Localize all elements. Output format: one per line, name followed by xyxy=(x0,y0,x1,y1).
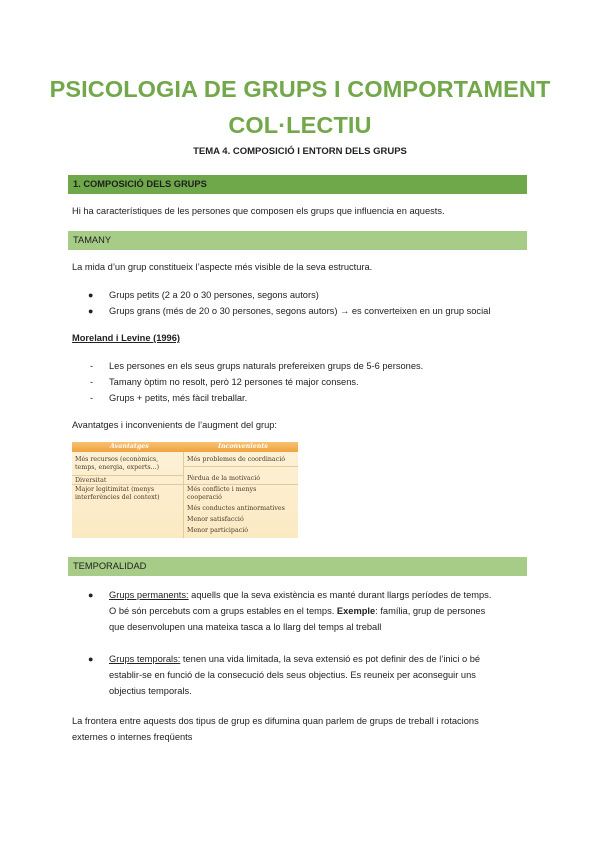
bullet-text: aquells que la seva existència es manté durant llargs períodes de temps. xyxy=(188,590,492,600)
dash-marker: - xyxy=(90,361,94,371)
table-header-right: Inconvenients xyxy=(218,443,268,450)
document-title-line1: PSICOLOGIA DE GRUPS I COMPORTAMENT xyxy=(49,76,551,102)
table-divider xyxy=(184,466,298,467)
closing-paragraph-line1: La frontera entre aquests dos tipus de grup es difumina quan parlem de grups de treball i rotacions xyxy=(72,716,479,726)
table-cell: cooperació xyxy=(187,494,222,501)
tamany-intro: La mida d’un grup constitueix l’aspecte més visible de la seva estructura. xyxy=(72,262,373,272)
bullet-text: : família, grup de persones xyxy=(375,606,486,616)
subsection-heading-tamany: TAMANY xyxy=(68,231,527,250)
bullet-item-temporals xyxy=(109,651,527,667)
bullet-item: Grups grans (més de 20 o 30 persones, segons autors) → es converteixen en un grup social xyxy=(109,306,491,316)
table-header xyxy=(72,442,298,452)
table-intro: Avantatges i inconvenients de l’augment del grup: xyxy=(72,420,278,430)
dash-marker: - xyxy=(90,393,94,403)
table-divider xyxy=(184,484,298,485)
document-subtitle: TEMA 4. COMPOSICIÓ I ENTORN DELS GRUPS xyxy=(193,146,407,157)
table-cell: Més recursos (econòmics, xyxy=(75,456,159,463)
bullet-text: O bé són percebuts com a grups estables en el temps. xyxy=(109,606,337,616)
bullet-continuation: que desenvolupen una mateixa tasca a lo llarg del temps al treball xyxy=(109,622,382,632)
table-cell: Més conflicte i menys xyxy=(187,486,257,493)
bullet-continuation: objectius temporals. xyxy=(109,686,192,696)
section-intro: Hi ha característiques de les persones que composen els grups que influencia en aquests. xyxy=(72,206,445,216)
author-reference: Moreland i Levine (1996) xyxy=(72,333,180,343)
bullet-icon: ● xyxy=(88,590,94,600)
dash-item: Grups + petits, més fàcil treballar. xyxy=(109,393,248,403)
bullet-text: tenen una vida limitada, la seva extensió es pot definir des de l’inici o bé xyxy=(180,654,481,664)
advantages-table-image xyxy=(72,442,298,538)
table-cell: Major legitimitat (menys xyxy=(75,486,155,493)
term-grups-permanents: Grups permanents: xyxy=(109,590,189,600)
table-cell: temps, energia, experts...) xyxy=(75,464,160,471)
subsection-heading-temporalidad: TEMPORALIDAD xyxy=(68,557,527,576)
table-cell: Diversitat xyxy=(75,477,107,484)
term-grups-temporals: Grups temporals: xyxy=(109,654,181,664)
bullet-item-permanents xyxy=(109,587,527,603)
table-cell: Més problemes de coordinació xyxy=(187,456,286,463)
document-title-line2: COL·LECTIU xyxy=(228,112,372,138)
table-cell: Més conductes antinormatives xyxy=(187,505,285,512)
table-cell: Menor satisfacció xyxy=(187,516,244,523)
section-heading-composicio: 1. COMPOSICIÓ DELS GRUPS xyxy=(68,175,527,194)
dash-marker: - xyxy=(90,377,94,387)
dash-item: Tamany òptim no resolt, però 12 persones té major consens. xyxy=(109,377,359,387)
example-label: Exemple xyxy=(336,606,376,616)
table-header-left: Avantatges xyxy=(110,443,149,450)
table-cell: Pèrdua de la motivació xyxy=(187,475,261,482)
dash-item: Les persones en els seus grups naturals prefereixen grups de 5-6 persones. xyxy=(109,361,424,371)
bullet-continuation xyxy=(109,603,527,619)
bullet-icon: ● xyxy=(88,306,94,316)
bullet-icon: ● xyxy=(88,290,94,300)
table-divider xyxy=(72,475,183,476)
table-divider xyxy=(183,452,184,538)
table-cell: Menor participació xyxy=(187,527,249,534)
bullet-icon: ● xyxy=(88,654,94,664)
closing-paragraph-line2: externes o internes freqüents xyxy=(72,732,193,742)
bullet-continuation: establir-se en funció de la consecució dels seus objectius. Es reuneix per aconseguir uns xyxy=(109,670,476,680)
table-cell: interferències del context) xyxy=(75,494,160,501)
bullet-item: Grups petits (2 a 20 o 30 persones, segons autors) xyxy=(109,290,319,300)
